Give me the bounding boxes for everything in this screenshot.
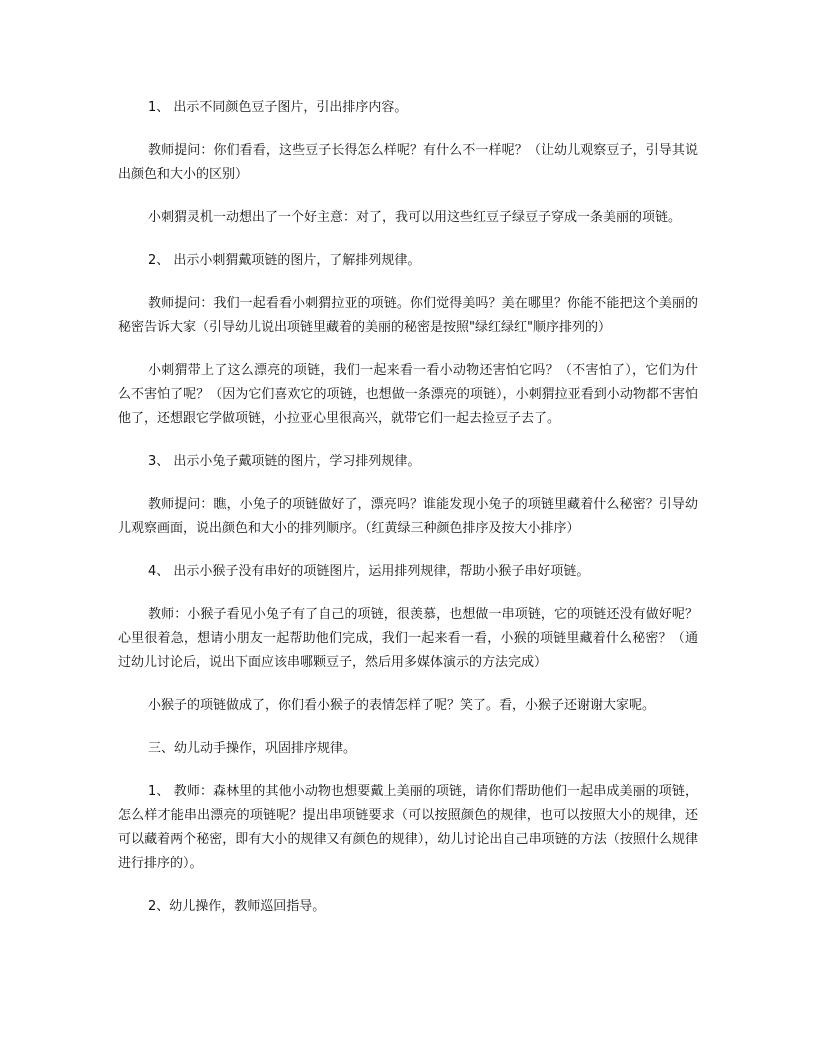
paragraph-teacher-question-3: 教师提问：瞧，小兔子的项链做好了，漂亮吗？谁能发现小兔子的项链里藏着什么秘密？引导幼儿观察画面，说出颜色和大小的排列顺序。（红黄绿三种颜色排序及按大小排序） bbox=[118, 497, 698, 536]
paragraph-step-1: 1、 出示不同颜色豆子图片，引出排序内容。 bbox=[148, 100, 408, 115]
paragraph-operation-2: 2、幼儿操作，教师巡回指导。 bbox=[148, 899, 326, 914]
paragraph-hedgehog-idea: 小刺猬灵机一动想出了一个好主意：对了，我可以用这些红豆子绿豆子穿成一条美丽的项链。 bbox=[148, 210, 682, 225]
paragraph-monkey-done: 小猴子的项链做成了，你们看小猴子的表情怎样了呢？笑了。看，小猴子还谢谢大家呢。 bbox=[148, 698, 656, 713]
paragraph-teacher-question-1: 教师提问：你们看看，这些豆子长得怎么样呢？有什么不一样呢？（让幼儿观察豆子，引导其说出颜色和大小的区别） bbox=[118, 143, 698, 182]
section-heading-3: 三、幼儿动手操作，巩固排序规律。 bbox=[148, 741, 357, 756]
paragraph-step-4: 4、 出示小猴子没有串好的项链图片，运用排列规律，帮助小猴子串好项链。 bbox=[148, 564, 590, 579]
paragraph-step-3: 3、 出示小兔子戴项链的图片，学习排列规律。 bbox=[148, 454, 421, 469]
paragraph-teacher-question-2: 教师提问：我们一起看看小刺猬拉亚的项链。你们觉得美吗？美在哪里？你能不能把这个美丽的秘密告诉大家（引导幼儿说出项链里藏着的美丽的秘密是按照"绿红绿红"顺序排列的） bbox=[118, 296, 698, 335]
paragraph-hedgehog-necklace: 小刺猬带上了这么漂亮的项链，我们一起来看一看小动物还害怕它吗？（不害怕了），它们为什么不害怕了呢？（因为它们喜欢它的项链，也想做一条漂亮的项链），小刺猬拉亚看到小动物都不害怕他了，还想跟它学做项链，小拉亚心里很高兴，就带它们一起去捡豆子去了。 bbox=[118, 363, 698, 426]
paragraph-teacher-monkey: 教师：小猴子看见小兔子有了自己的项链，很羡慕，也想做一串项链，它的项链还没有做好呢？心里很着急，想请小朋友一起帮助他们完成，我们一起来看一看，小猴的项链里藏着什么秘密？（通过幼儿讨论后，说出下面应该串哪颗豆子，然后用多媒体演示的方法完成） bbox=[118, 607, 698, 670]
paragraph-step-2: 2、 出示小刺猬戴项链的图片，了解排列规律。 bbox=[148, 253, 421, 268]
document-page bbox=[118, 96, 698, 938]
paragraph-operation-1: 1、 教师：森林里的其他小动物也想要戴上美丽的项链，请你们帮助他们一起串成美丽的项链，怎么样才能串出漂亮的项链呢？提出串项链要求（可以按照颜色的规律，也可以按照大小的规律，还可以藏着两个秘密，即有大小的规律又有颜色的规律），幼儿讨论出自己串项链的方法（按照什么规律进行排序的）。 bbox=[118, 784, 698, 871]
